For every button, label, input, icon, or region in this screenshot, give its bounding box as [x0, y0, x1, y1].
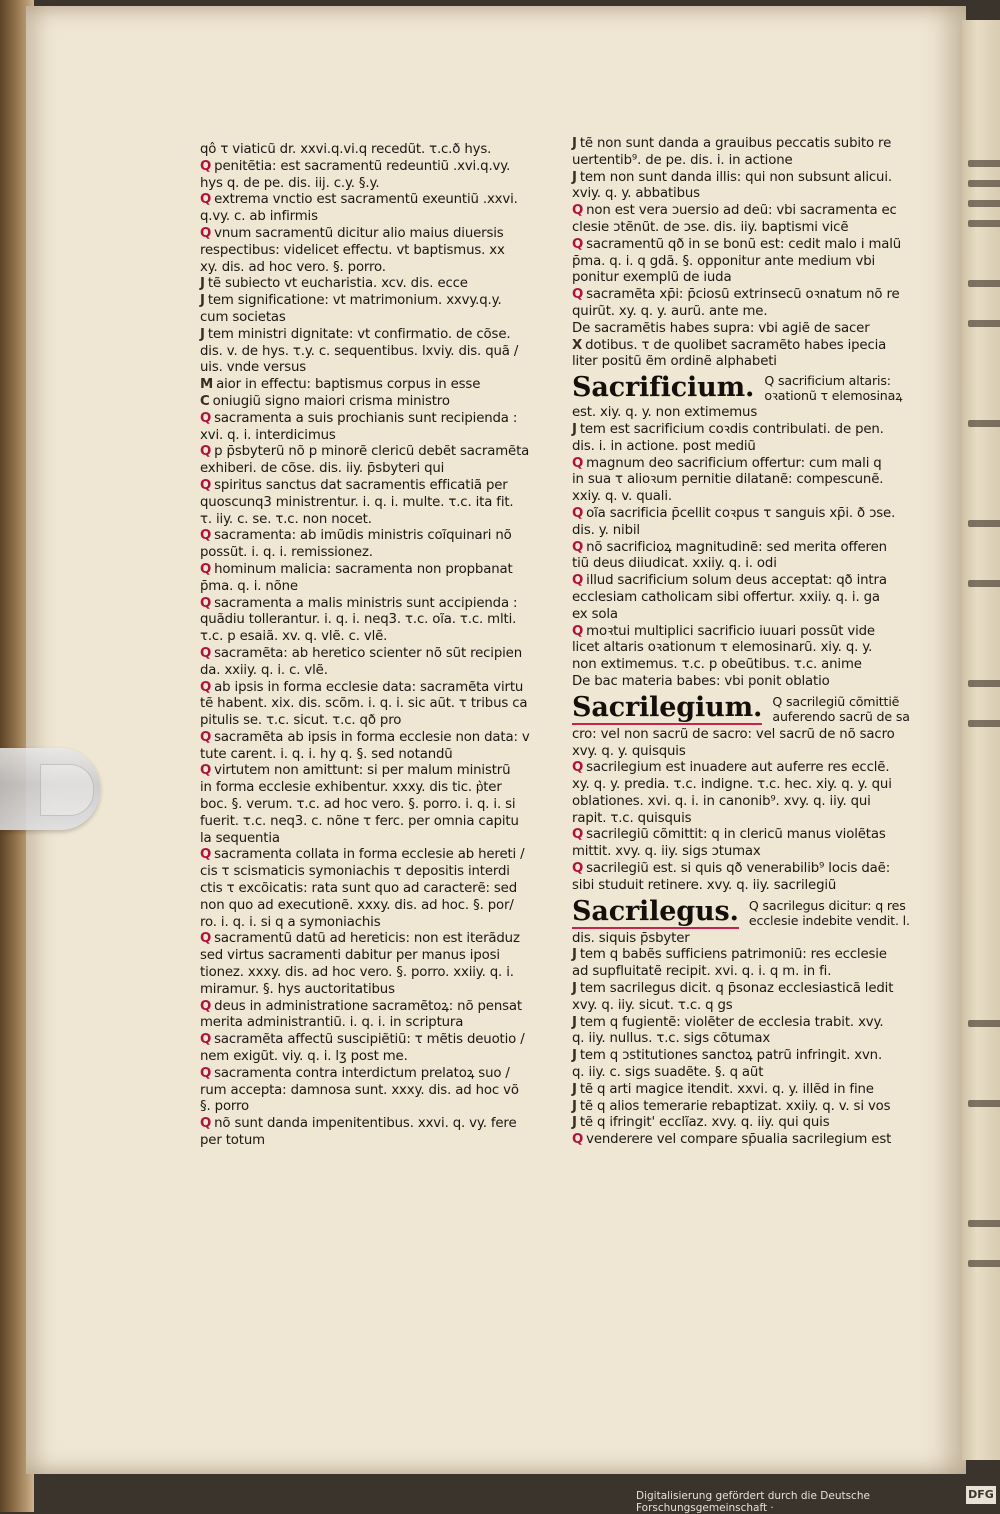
line-text: sacrilegium est inuadere aut auferre res ecclẽ. [586, 760, 890, 776]
text-line [200, 142, 552, 159]
line-text: tẽ q alios temerarie rebaptizat. xxiiy. q. v. si vos [579, 1098, 891, 1114]
text-line [200, 1032, 552, 1049]
text-line [572, 727, 924, 744]
text-line [572, 1115, 924, 1132]
line-text: tem q fugientẽ: violẽter de ecclesia trabit. xvy. [579, 1014, 884, 1030]
paragraph-mark: M [200, 377, 214, 393]
line-text: p̄ma. q. i. q gdã. §. opponitur ante medium vbi [572, 253, 876, 269]
paragraph-mark: Q [200, 225, 212, 241]
text-line [200, 310, 552, 327]
text-line [572, 523, 924, 540]
paragraph-mark: Q [200, 410, 212, 426]
line-text: quãdiu tollerantur. i. q. i. neq3. τ.c. oĩa. τ.c. mlti. [200, 612, 517, 628]
paragraph-mark: Q [200, 158, 212, 174]
line-text: tionez. xxxy. dis. ad hoc vero. §. porro. xxiiy. q. i. [200, 965, 514, 981]
paragraph-mark: J [200, 276, 205, 292]
line-text: ctis τ excõicatis: rata sunt quo ad caracterẽ: sed [200, 881, 517, 897]
line-text: rum accepta: damnosa sunt. xxxy. dis. ad hoc võ [200, 1082, 519, 1098]
line-text: ro. i. q. i. si q a symoniachis [200, 914, 381, 930]
line-text: dis. v. de hys. τ.y. c. sequentibus. lxviy. dis. quã / [200, 343, 519, 359]
line-text: hominum malicia: sacramenta non propbanat [214, 561, 513, 577]
line-text: boc. §. verum. τ.c. ad hoc vero. §. porro. i. q. i. si [200, 797, 516, 813]
text-line [200, 545, 552, 562]
paragraph-mark: Q [200, 595, 212, 611]
line-text: tem ministri dignitate: vt confirmatio. de cõse. [207, 326, 511, 342]
text-line [572, 981, 924, 998]
paragraph-mark: J [572, 1081, 577, 1097]
text-line [200, 612, 552, 629]
line-text: virtutem non amittunt: si per malum ministrũ [214, 763, 511, 779]
paragraph-mark: Q [200, 1065, 212, 1081]
line-text: non est vera ɔuersio ad deũ: vbi sacramenta ec [586, 203, 897, 219]
paragraph-mark: Q [572, 539, 584, 555]
paragraph-mark: Q [200, 645, 212, 661]
line-text: tẽ q arti magice itendit. xxvi. q. y. illẽd in fine [579, 1081, 874, 1097]
paragraph-mark: J [572, 1098, 577, 1114]
text-line [572, 674, 924, 691]
line-text: fuerit. τ.c. neq3. c. nõne τ ferc. per omnia capitu [200, 813, 519, 829]
text-line [200, 1049, 552, 1066]
heading-sacrilegus-side: Q sacrilegus dicitur: q res ecclesie indebite vendit. l. [748, 897, 910, 928]
text-line [200, 461, 552, 478]
text-line [572, 964, 924, 981]
text-line [572, 170, 924, 187]
line-text: tẽ subiecto vt eucharistia. xcv. dis. ecce [207, 276, 468, 292]
right-text-column [572, 136, 924, 1149]
paragraph-mark: Q [200, 763, 212, 779]
text-line [572, 998, 924, 1015]
line-text: magnum deo sacrificium offertur: cum mali q [586, 455, 882, 471]
text-line [572, 861, 924, 878]
text-line [200, 814, 552, 831]
line-text: extrema vnctio est sacramentũ exeuntiũ .xxvi. [214, 192, 518, 208]
text-line [200, 663, 552, 680]
text-line [572, 844, 924, 861]
paragraph-mark: Q [572, 455, 584, 471]
paragraph-mark: Q [200, 847, 212, 863]
line-text: sacramẽta ab ipsis in forma ecclesie non data: v [214, 729, 530, 745]
line-text: tẽ non sunt danda a grauibus peccatis subito re [579, 136, 892, 151]
text-line [572, 640, 924, 657]
line-text: moꝛtui multiplici sacrificio iuuari possũt vide [586, 623, 875, 639]
text-line [200, 1116, 552, 1133]
line-text: sacramenta a malis ministris sunt accipienda : [214, 595, 518, 611]
line-text: sacramẽta: ab heretico scienter nõ sũt recipien [214, 645, 522, 661]
text-line [200, 696, 552, 713]
line-text: τ.c. p esaiã. xv. q. vlẽ. c. vlẽ. [200, 629, 388, 645]
text-line [200, 948, 552, 965]
line-text: tiũ deus diiudicat. xxiiy. q. i. odi [572, 556, 777, 572]
line-text: xvi. q. i. interdicimus [200, 427, 336, 443]
paragraph-mark: J [572, 947, 577, 963]
text-line [200, 176, 552, 193]
paragraph-mark: Q [200, 931, 212, 947]
line-text: tem non sunt danda illis: qui non subsunt alicui. [579, 169, 892, 185]
text-line [200, 982, 552, 999]
line-text: ponitur exemplũ de iuda [572, 270, 732, 286]
text-line [200, 629, 552, 646]
line-text: in forma ecclesie exhibentur. xxxy. dis tic. p͛ter [200, 780, 502, 796]
text-line [200, 394, 552, 411]
text-line [200, 444, 552, 461]
line-text: exhiberi. de cõse. dis. iiy. p̄sbyteri qui [200, 461, 445, 477]
line-text: xy. q. y. predia. τ.c. indigne. τ.c. hec. xiy. q. y. qui [572, 777, 892, 793]
line-text: q. iiy. nullus. τ.c. sigs cõtumax [572, 1031, 771, 1047]
text-line [200, 797, 552, 814]
text-line [200, 1133, 552, 1150]
text-line [572, 422, 924, 439]
line-text: De bac materia babes: vbi ponit oblatio [572, 673, 830, 689]
line-text: nem exigũt. viy. q. i. lʒ post me. [200, 1049, 408, 1065]
text-line [200, 192, 552, 209]
line-text: sacrilegiũ cõmittit: q in clericũ manus violẽtas [586, 827, 886, 843]
line-text: cum societas [200, 309, 286, 325]
paragraph-mark: Q [200, 998, 212, 1014]
line-text: vnum sacramentũ dicitur alio maius diuersis [214, 225, 504, 241]
text-line [572, 237, 924, 254]
line-text: tem est sacrificium coꝛdis contribulati. de pen. [579, 421, 884, 437]
line-text: miramur. §. hys auctoritatibus [200, 981, 395, 997]
text-line [200, 243, 552, 260]
line-text: xy. dis. ad hoc vero. §. porro. [200, 259, 386, 275]
line-text: q.vy. c. ab infirmis [200, 209, 318, 225]
text-line [200, 276, 552, 293]
text-line [572, 287, 924, 304]
text-line [572, 186, 924, 203]
text-line [200, 747, 552, 764]
paragraph-mark: Q [572, 861, 584, 877]
text-line [572, 777, 924, 794]
line-text: p p̄sbyterũ nõ p minorẽ clericũ debẽt sacramẽta [214, 444, 530, 460]
text-line [200, 209, 552, 226]
paragraph-mark: J [572, 136, 577, 151]
text-line [572, 1048, 924, 1065]
paragraph-mark: J [572, 169, 577, 185]
line-text: tẽ habent. xix. dis. scõm. i. q. i. sic aũt. τ tribus ca [200, 696, 528, 712]
line-text: dis. i. in actione. post mediũ [572, 438, 756, 454]
paragraph-mark: Q [572, 573, 584, 589]
text-line [200, 428, 552, 445]
text-line [572, 304, 924, 321]
line-text: per totum [200, 1133, 265, 1149]
line-text: sacramẽta affectũ suscipiẽtiũ: τ mẽtis deuotio / [214, 1032, 525, 1048]
line-text: licet altaris oꝛationum τ elemosinarũ. xiy. q. y. [572, 640, 873, 656]
paragraph-mark: Q [200, 1032, 212, 1048]
line-text: §. porro [200, 1099, 250, 1115]
paragraph-mark: J [200, 326, 205, 342]
text-line [572, 136, 924, 153]
paragraph-mark: Q [572, 760, 584, 776]
text-line [200, 831, 552, 848]
line-text: dotibus. τ de quolibet sacramẽto habes ipecia [585, 337, 887, 353]
line-text: τ. iiy. c. se. τ.c. non nocet. [200, 511, 372, 527]
line-text: possũt. i. q. i. remissionez. [200, 545, 373, 561]
line-text: qô τ viaticũ dr. xxvi.q.vi.q recedũt. τ.c.ð hys. [200, 142, 492, 157]
text-line [200, 763, 552, 780]
paragraph-mark: J [200, 293, 205, 309]
paragraph-mark: C [200, 393, 210, 409]
text-line [572, 931, 924, 948]
text-line [572, 1015, 924, 1032]
line-text: oblationes. xvi. q. i. in canonib⁹. xvy. q. iiy. qui [572, 793, 871, 809]
line-text: pitulis se. τ.c. sicut. τ.c. qð pro [200, 713, 402, 729]
heading-row-sacrilegus [572, 895, 924, 931]
line-text: xviy. q. y. abbatibus [572, 186, 700, 202]
text-line [572, 489, 924, 506]
line-text: non quo ad executionẽ. xxxy. dis. ad hoc. §. por/ [200, 897, 514, 913]
line-text: sacramentũ qð in se bonũ est: cedit malo i malũ [586, 236, 902, 252]
text-line [572, 760, 924, 777]
paragraph-mark: Q [572, 203, 584, 219]
line-text: De sacramẽtis habes supra: vbi agiẽ de sacer [572, 320, 870, 336]
line-text: hys q. de pe. dis. iij. c.y. §.y. [200, 175, 380, 191]
text-line [200, 495, 552, 512]
text-line [200, 327, 552, 344]
text-line [200, 915, 552, 932]
line-text: p̄ma. q. i. nõne [200, 578, 298, 594]
text-line [200, 293, 552, 310]
line-text: est. xiy. q. y. non extimemus [572, 405, 758, 421]
line-text: spiritus sanctus dat sacramentis efficatiã per [214, 477, 508, 493]
line-text: q. iiy. c. sigs suadẽte. §. q aũt [572, 1065, 764, 1081]
paragraph-mark: Q [572, 1132, 584, 1148]
text-line [572, 153, 924, 170]
line-text: la sequentia [200, 830, 280, 846]
paragraph-mark: Q [200, 192, 212, 208]
heading-sacrificium: Sacrificium. [572, 372, 755, 404]
text-line [200, 260, 552, 277]
line-text: ad supfluitatẽ recipit. xvi. q. i. q m. in fi. [572, 964, 832, 980]
text-line [200, 847, 552, 864]
line-text: sacramenta collata in forma ecclesie ab hereti / [214, 847, 525, 863]
line-text: oĩa sacrificia p̄cellit coꝛpus τ sanguis xp̄i. ð ɔse. [586, 505, 896, 521]
line-text: venderere vel compare sp̄ualia sacrilegium est [586, 1132, 892, 1148]
text-line [200, 881, 552, 898]
text-line [572, 270, 924, 287]
line-text: uertentib⁹. de pe. dis. i. in actione [572, 152, 793, 168]
left-text-column [200, 142, 552, 1150]
line-text: clesie ɔtẽnũt. de ɔse. dis. iiy. baptismi vicẽ [572, 219, 849, 235]
line-text: merita administrantiũ. i. q. i. in scriptura [200, 1015, 464, 1031]
text-line [572, 540, 924, 557]
text-line [572, 506, 924, 523]
text-line [572, 657, 924, 674]
line-text: sacramentũ datũ ad hereticis: non est iterãduz [214, 931, 520, 947]
text-line [572, 472, 924, 489]
text-line [572, 321, 924, 338]
line-text: sacramenta a suis prochianis sunt recipienda : [214, 410, 518, 426]
text-line [572, 1132, 924, 1149]
line-text: rapit. τ.c. quisquis [572, 810, 692, 826]
text-line [200, 512, 552, 529]
paragraph-mark: Q [572, 623, 584, 639]
paragraph-mark: Q [572, 236, 584, 252]
line-text: dis. y. nibil [572, 522, 640, 538]
line-text: cis τ scismaticis symoniachis τ depositis interdi [200, 864, 510, 880]
text-line [572, 556, 924, 573]
text-line [572, 947, 924, 964]
text-line [572, 1099, 924, 1116]
text-line [200, 159, 552, 176]
line-text: tem q ɔstitutiones sanctoꝝ patrũ infringit. xvn. [579, 1048, 883, 1064]
text-line [572, 354, 924, 371]
text-line [200, 864, 552, 881]
text-line [200, 344, 552, 361]
text-line [200, 730, 552, 747]
text-line [200, 999, 552, 1016]
paragraph-mark: Q [200, 477, 212, 493]
line-text: xvy. q. iiy. sicut. τ.c. q gs [572, 997, 733, 1013]
paragraph-mark: J [572, 1014, 577, 1030]
text-line [572, 607, 924, 624]
line-text: sibi studuit retinere. xvy. q. iiy. sacrilegiũ [572, 877, 837, 893]
line-text: ex sola [572, 606, 618, 622]
line-text: nõ sacrificioꝝ magnitudinẽ: sed merita offeren [586, 539, 887, 555]
heading-sacrificium-side: Q sacrificium altaris: oꝛationũ τ elemosinaꝝ [764, 373, 903, 404]
line-text: mittit. xvy. q. iiy. sigs ɔtumax [572, 844, 761, 860]
line-text: tem q babẽs sufficiens patrimoniũ: res ecclesie [579, 947, 887, 963]
text-line [200, 1083, 552, 1100]
paragraph-mark: J [572, 981, 577, 997]
paragraph-mark: Q [200, 444, 212, 460]
text-line [572, 338, 924, 355]
line-text: da. xxiiy. q. i. c. vlẽ. [200, 662, 328, 678]
text-line [572, 1065, 924, 1082]
line-text: liter positũ ẽm ordinẽ alphabeti [572, 354, 777, 370]
text-line [200, 1066, 552, 1083]
line-text: illud sacrificium solum deus acceptat: qð intra [586, 573, 887, 589]
text-line [572, 744, 924, 761]
line-text: aior in effectu: baptismus corpus in esse [216, 377, 481, 393]
text-line [200, 562, 552, 579]
line-text: dis. siquis p̄sbyter [572, 930, 690, 946]
text-line [200, 360, 552, 377]
line-text: uis. vnde versus [200, 360, 307, 376]
text-line [572, 878, 924, 895]
text-line [200, 931, 552, 948]
text-line [572, 203, 924, 220]
line-text: oniugiũ signo maiori crisma ministro [212, 393, 450, 409]
text-line [572, 573, 924, 590]
paragraph-mark: Q [200, 729, 212, 745]
line-text: sed virtus sacramenti dabitur per manus iposi [200, 948, 500, 964]
line-text: sacramẽta xp̄i: p̄ciosũ extrinsecũ oꝛnatum nõ re [586, 287, 900, 303]
text-line [572, 254, 924, 271]
text-line [572, 220, 924, 237]
paragraph-mark: Q [200, 528, 212, 544]
digitization-credit: Digitalisierung gefördert durch die Deutsche Forschungsgemeinschaft · [636, 1490, 870, 1514]
page-clip [0, 748, 100, 830]
paragraph-mark: J [572, 421, 577, 437]
line-text: quoscunq3 ministrentur. i. q. i. multe. τ.c. ita fit. [200, 494, 514, 510]
text-line [200, 579, 552, 596]
paragraph-mark: J [572, 1048, 577, 1064]
text-line [200, 713, 552, 730]
text-line [200, 780, 552, 797]
facing-page-edge [962, 20, 1000, 1460]
text-line [572, 827, 924, 844]
line-text: tẽ q ifringit' ecclĩaz. xvy. q. iiy. qui quis [579, 1115, 830, 1131]
line-text: ab ipsis in forma ecclesie data: sacramẽta virtu [214, 679, 524, 695]
line-text: in sua τ alioꝛum pernitie dilatanẽ: compescunẽ. [572, 472, 884, 488]
heading-sacrilegus: Sacrilegus. [572, 895, 739, 927]
text-line [572, 1082, 924, 1099]
dfg-logo: DFG [966, 1486, 996, 1504]
text-line [572, 624, 924, 641]
paragraph-mark: J [572, 1115, 577, 1131]
line-text: cro: vel non sacrũ de sacro: vel sacrũ de nõ sacro [572, 726, 895, 742]
line-text: xxiy. q. v. quali. [572, 489, 672, 505]
text-line [200, 680, 552, 697]
line-text: tem significatione: vt matrimonium. xxvy.q.y. [207, 293, 502, 309]
text-line [572, 439, 924, 456]
text-line [572, 1031, 924, 1048]
text-line [200, 898, 552, 915]
line-text: sacrilegiũ est. si quis qð venerabilib⁹ locis daẽ: [586, 861, 891, 877]
paragraph-mark: Q [200, 1116, 212, 1132]
text-line [572, 456, 924, 473]
heading-row-sacrificium [572, 371, 924, 405]
line-text: respectibus: videlicet effectu. vt baptismus. xx [200, 242, 505, 258]
text-line [572, 590, 924, 607]
text-line [200, 596, 552, 613]
line-text: quirũt. xy. q. y. aurũ. ante me. [572, 303, 768, 319]
text-line [572, 811, 924, 828]
paragraph-mark: Q [572, 827, 584, 843]
line-text: ecclesiam catholicam sibi offertur. xxiiy. q. i. ga [572, 589, 880, 605]
line-text: nõ sunt danda impenitentibus. xxvi. q. vy. fere [214, 1116, 517, 1132]
line-text: tem sacrilegus dicit. q p̄sonaz ecclesiasticã ledit [579, 981, 894, 997]
text-line [572, 794, 924, 811]
paragraph-mark: X [572, 337, 583, 353]
text-line [200, 1015, 552, 1032]
text-line [200, 226, 552, 243]
paragraph-mark: Q [200, 679, 212, 695]
heading-sacrilegium-side: Q sacrilegiũ cõmittiẽ auferendo sacrũ de sa [772, 693, 910, 724]
text-line [572, 405, 924, 422]
line-text: tute carent. i. q. i. hy q. §. sed notandũ [200, 746, 453, 762]
text-line [200, 377, 552, 394]
line-text: xvy. q. y. quisquis [572, 743, 686, 759]
heading-sacrilegium: Sacrilegium. [572, 691, 763, 723]
text-line [200, 528, 552, 545]
paragraph-mark: Q [572, 505, 584, 521]
text-line [200, 478, 552, 495]
line-text: deus in administratione sacramẽtoꝝ: nõ pensat [214, 998, 522, 1014]
line-text: sacramenta: ab imũdis ministris coĩquinari nõ [214, 528, 512, 544]
line-text: non extimemus. τ.c. p obeũtibus. τ.c. anime [572, 657, 862, 673]
text-line [200, 965, 552, 982]
text-line [200, 411, 552, 428]
line-text: sacramenta contra interdictum prelatoꝝ suo / [214, 1065, 510, 1081]
paragraph-mark: Q [200, 561, 212, 577]
heading-row-sacrilegium [572, 691, 924, 727]
text-line [200, 1099, 552, 1116]
paragraph-mark: Q [572, 287, 584, 303]
text-line [200, 646, 552, 663]
line-text: penitẽtia: est sacramentũ redeuntiũ .xvi.q.vy. [214, 158, 511, 174]
